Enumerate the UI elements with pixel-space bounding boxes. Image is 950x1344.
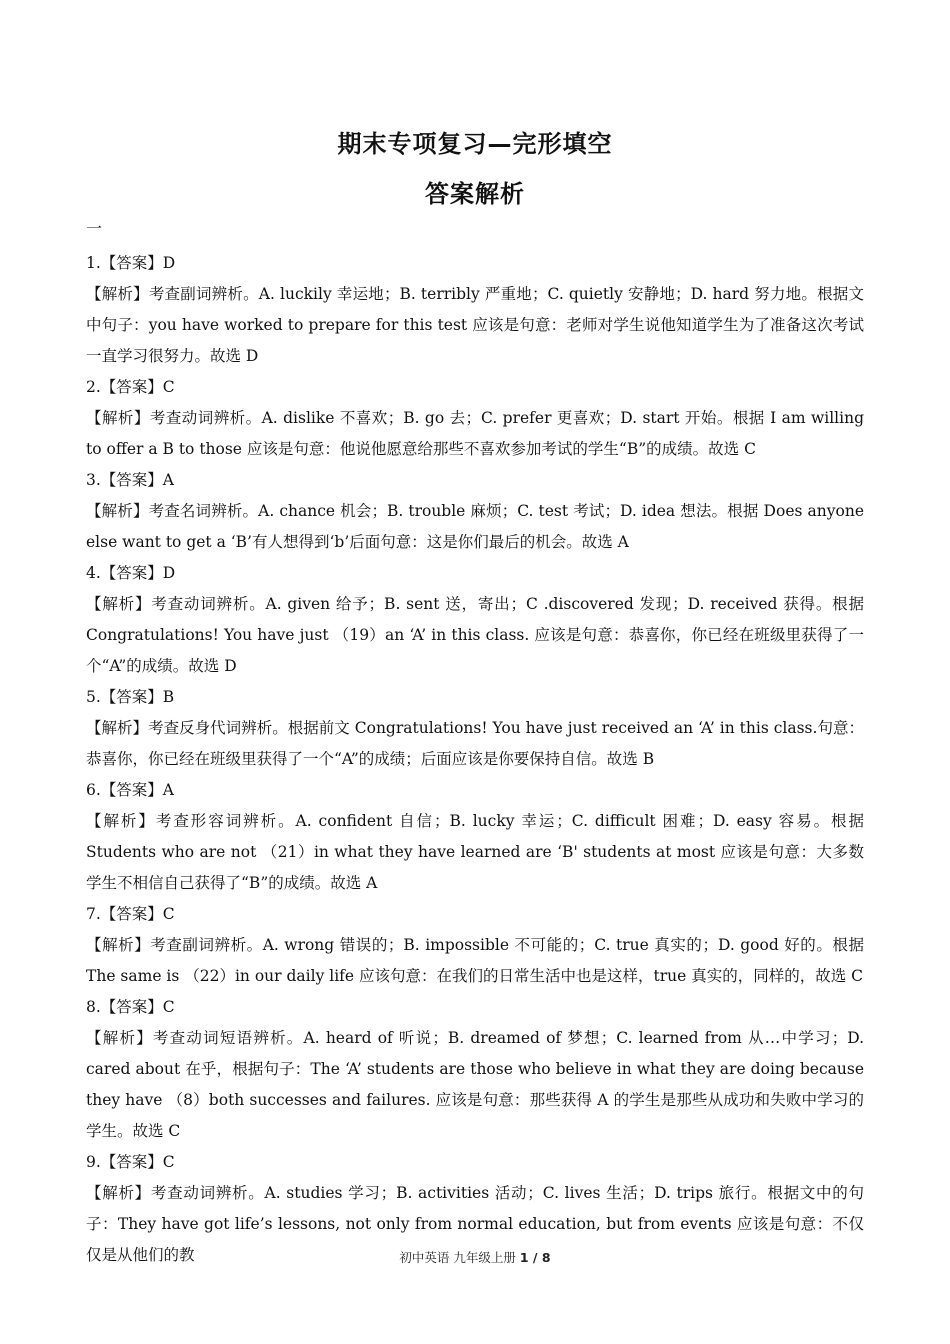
analysis-paragraph: 【解析】考查动词辨析。A. studies 学习；B. activities 活动；C. lives 生活；D. trips 旅行。根据文中的句子：They have got life’s lessons, not only from normal education, but from events 应该是句意：不仅仅是从他们的教 <box>86 1184 864 1264</box>
answer-line: 3.【答案】A <box>86 471 174 489</box>
analysis-paragraph: 【解析】考查副词辨析。A. luckily 幸运地；B. terribly 严重地；C. quietly 安静地；D. hard 努力地。根据文中句子：you have worked to prepare for this test 应该是句意：老师对学生说他知道学生为了准备这次考试一直学习很努力。故选 D <box>86 285 864 365</box>
analysis-paragraph: 【解析】考查动词短语辨析。A. heard of 听说；B. dreamed of 梦想；C. learned from 从…中学习；D. cared about 在乎，根据句子：The ‘A’ students are those who believe in what they are doing because they have （8）both successes and failures. 应该是句意：那些获得 A 的学生是那些从成功和失败中学习的学生。故选 C <box>86 1029 864 1140</box>
page-subtitle: 答案解析 <box>425 180 525 208</box>
answer-list <box>86 248 864 1271</box>
page-number-total: 8 <box>541 1250 551 1265</box>
answer-line: 5.【答案】B <box>86 688 175 706</box>
answer-line: 9.【答案】C <box>86 1153 175 1171</box>
answer-line: 6.【答案】A <box>86 781 174 799</box>
answer-line: 8.【答案】C <box>86 998 175 1016</box>
analysis-paragraph: 【解析】考查动词辨析。A. given 给予；B. sent 送，寄出；C .discovered 发现；D. received 获得。根据 Congratulations! You have just （19）an ‘A’ in this class. 应该是句意：恭喜你，你已经在班级里获得了一个“A”的成绩。故选 D <box>86 595 864 675</box>
answer-line: 7.【答案】C <box>86 905 175 923</box>
analysis-paragraph: 【解析】考查名词辨析。A. chance 机会；B. trouble 麻烦；C. test 考试；D. idea 想法。根据 Does anyone else want to get a ‘B’有人想得到‘b’后面句意：这是你们最后的机会。故选 A <box>86 502 864 551</box>
answer-line: 1.【答案】D <box>86 254 176 272</box>
analysis-paragraph: 【解析】考查形容词辨析。A. confident 自信；B. lucky 幸运；C. difficult 困难；D. easy 容易。根据 Students who are not （21）in what they have learned are ‘B' students at most 应该是句意：大多数学生不相信自己获得了“B”的成绩。故选 A <box>86 812 864 892</box>
page-title: 期末专项复习—完形填空 <box>337 130 613 158</box>
page-number-separator: / <box>528 1250 542 1265</box>
analysis-paragraph: 【解析】考查反身代词辨析。根据前文 Congratulations! You have just received an ‘A’ in this class.句意：恭喜你，你已经在班级里获得了一个“A”的成绩；后面应该是你要保持自信。故选 B <box>86 719 864 768</box>
page-number-current: 1 <box>519 1250 529 1265</box>
section-number: 一 <box>86 219 103 238</box>
footer-label: 初中英语 九年级上册 <box>399 1250 520 1265</box>
analysis-paragraph: 【解析】考查副词辨析。A. wrong 错误的；B. impossible 不可能的；C. true 真实的；D. good 好的。根据 The same is （22）in our daily life 应该句意：在我们的日常生活中也是这样，true 真实的，同样的，故选 C <box>86 936 864 985</box>
analysis-paragraph: 【解析】考查动词辨析。A. dislike 不喜欢；B. go 去；C. prefer 更喜欢；D. start 开始。根据 I am willing to offer a B to those 应该是句意：他说他愿意给那些不喜欢参加考试的学生“B”的成绩。故选 C <box>86 409 864 458</box>
answer-line: 2.【答案】C <box>86 378 175 396</box>
page-footer <box>0 1248 950 1266</box>
answer-line: 4.【答案】D <box>86 564 176 582</box>
